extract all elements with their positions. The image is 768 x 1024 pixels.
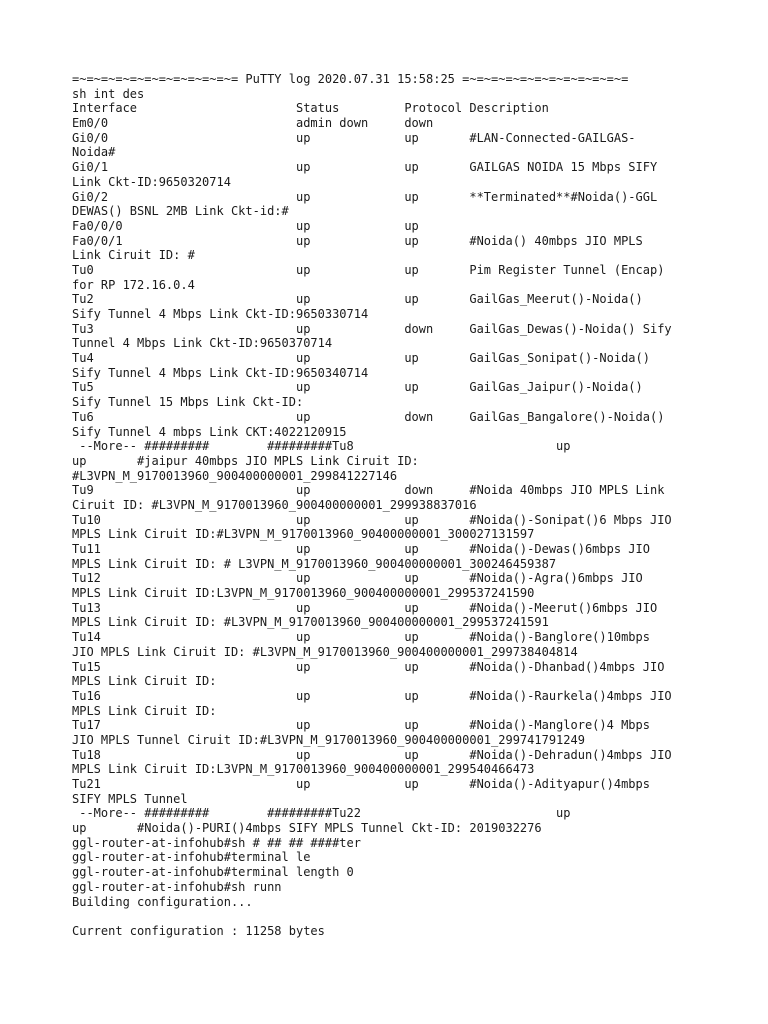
log-line: ggl-router-at-infohub#terminal le	[72, 850, 311, 865]
log-line: SIFY MPLS Tunnel	[72, 791, 188, 806]
log-line: Tu10 up up #Noida()-Sonipat()6 Mbps JIO	[72, 512, 672, 527]
putty-log-document	[72, 72, 712, 939]
log-line: Tu18 up up #Noida()-Dehradun()4mbps JIO	[72, 747, 672, 762]
log-line: ggl-router-at-infohub#sh # ## ## ####ter	[72, 835, 361, 850]
log-line: MPLS Link Ciruit ID: #L3VPN_M_9170013960_900400000001_299537241591	[72, 615, 549, 630]
log-line: Sify Tunnel 4 Mbps Link Ckt-ID:9650330714	[72, 307, 369, 321]
log-line: Fa0/0/1 up up #Noida() 40mbps JIO MPLS	[72, 233, 643, 248]
log-line: Sify Tunnel 4 Mbps Link Ckt-ID:9650340714	[72, 365, 369, 380]
log-line: MPLS Link Ciruit ID: # L3VPN_M_9170013960_900400000001_300246459387	[72, 556, 557, 571]
log-line: up #jaipur 40mbps JIO MPLS Link Ciruit ID:	[72, 453, 419, 468]
log-line: --More-- ######### #########Tu8 up	[72, 439, 571, 454]
log-line: Current configuration : 11258 bytes	[72, 923, 325, 938]
log-line	[72, 909, 712, 924]
log-line: ggl-router-at-infohub#sh runn	[72, 879, 282, 894]
log-line: for RP 172.16.0.4	[72, 277, 195, 292]
log-line: =~=~=~=~=~=~=~=~=~=~=~= PuTTY log 2020.07.31 15:58:25 =~=~=~=~=~=~=~=~=~=~=~=	[72, 72, 629, 86]
log-line: Building configuration...	[72, 894, 253, 909]
log-line: Fa0/0/0 up up	[72, 218, 419, 233]
log-line: MPLS Link Ciruit ID:L3VPN_M_9170013960_900400000001_299537241590	[72, 586, 535, 601]
log-line: Gi0/2 up up **Terminated**#Noida()-GGL	[72, 189, 658, 204]
log-line: Em0/0 admin down down	[72, 116, 434, 131]
log-line: Tu4 up up GailGas_Sonipat()-Noida()	[72, 351, 650, 366]
log-line: Ciruit ID: #L3VPN_M_9170013960_900400000001_299938837016	[72, 497, 477, 512]
log-line: MPLS Link Ciruit ID:L3VPN_M_9170013960_900400000001_299540466473	[72, 762, 535, 777]
log-line: Tu11 up up #Noida()-Dewas()6mbps JIO	[72, 542, 650, 556]
log-line: Tu9 up down #Noida 40mbps JIO MPLS Link	[72, 483, 665, 498]
log-line: Link Ciruit ID: #	[72, 248, 195, 263]
log-line: Tu0 up up Pim Register Tunnel (Encap)	[72, 262, 665, 277]
log-line: #L3VPN_M_9170013960_900400000001_299841227146	[72, 468, 398, 483]
log-line: sh int des	[72, 86, 145, 101]
log-line: MPLS Link Ciruit ID:	[72, 703, 217, 718]
log-line: Tu13 up up #Noida()-Meerut()6mbps JIO	[72, 600, 658, 615]
log-line: Tu5 up up GailGas_Jaipur()-Noida()	[72, 380, 643, 395]
log-line: Gi0/0 up up #LAN-Connected-GAILGAS-	[72, 130, 636, 145]
log-line: MPLS Link Ciruit ID:#L3VPN_M_9170013960_90400000001_300027131597	[72, 527, 535, 542]
log-line: Gi0/1 up up GAILGAS NOIDA 15 Mbps SIFY	[72, 160, 658, 175]
log-line: Tu14 up up #Noida()-Banglore()10mbps	[72, 630, 650, 645]
log-line: --More-- ######### #########Tu22 up	[72, 806, 571, 821]
log-line: Noida#	[72, 145, 116, 160]
log-line: Tu2 up up GailGas_Meerut()-Noida()	[72, 292, 643, 307]
log-line: Interface Status Protocol Description	[72, 101, 549, 116]
log-line: Tu17 up up #Noida()-Manglore()4 Mbps	[72, 718, 650, 733]
log-line: ggl-router-at-infohub#terminal length 0	[72, 865, 354, 880]
log-line: JIO MPLS Tunnel Ciruit ID:#L3VPN_M_9170013960_900400000001_299741791249	[72, 732, 585, 747]
log-line: Tu12 up up #Noida()-Agra()6mbps JIO	[72, 571, 643, 586]
log-line: Tu6 up down GailGas_Bangalore()-Noida()	[72, 409, 665, 424]
log-line: Tu3 up down GailGas_Dewas()-Noida() Sify	[72, 321, 672, 336]
log-line: JIO MPLS Link Ciruit ID: #L3VPN_M_9170013960_900400000001_299738404814	[72, 644, 578, 659]
log-line: Link Ckt-ID:9650320714	[72, 174, 231, 189]
log-line: MPLS Link Ciruit ID:	[72, 674, 217, 689]
log-line: up #Noida()-PURI()4mbps SIFY MPLS Tunnel Ckt-ID: 2019032276	[72, 821, 542, 836]
log-line: Tunnel 4 Mbps Link Ckt-ID:9650370714	[72, 336, 333, 351]
log-line: Sify Tunnel 4 mbps Link CKT:4022120915	[72, 424, 347, 439]
log-line: Tu21 up up #Noida()-Adityapur()4mbps	[72, 777, 650, 791]
log-line: Sify Tunnel 15 Mbps Link Ckt-ID:	[72, 395, 304, 410]
log-line: Tu15 up up #Noida()-Dhanbad()4mbps JIO	[72, 659, 665, 674]
log-line: DEWAS() BSNL 2MB Link Ckt-id:#	[72, 204, 289, 219]
log-line: Tu16 up up #Noida()-Raurkela()4mbps JIO	[72, 688, 672, 703]
